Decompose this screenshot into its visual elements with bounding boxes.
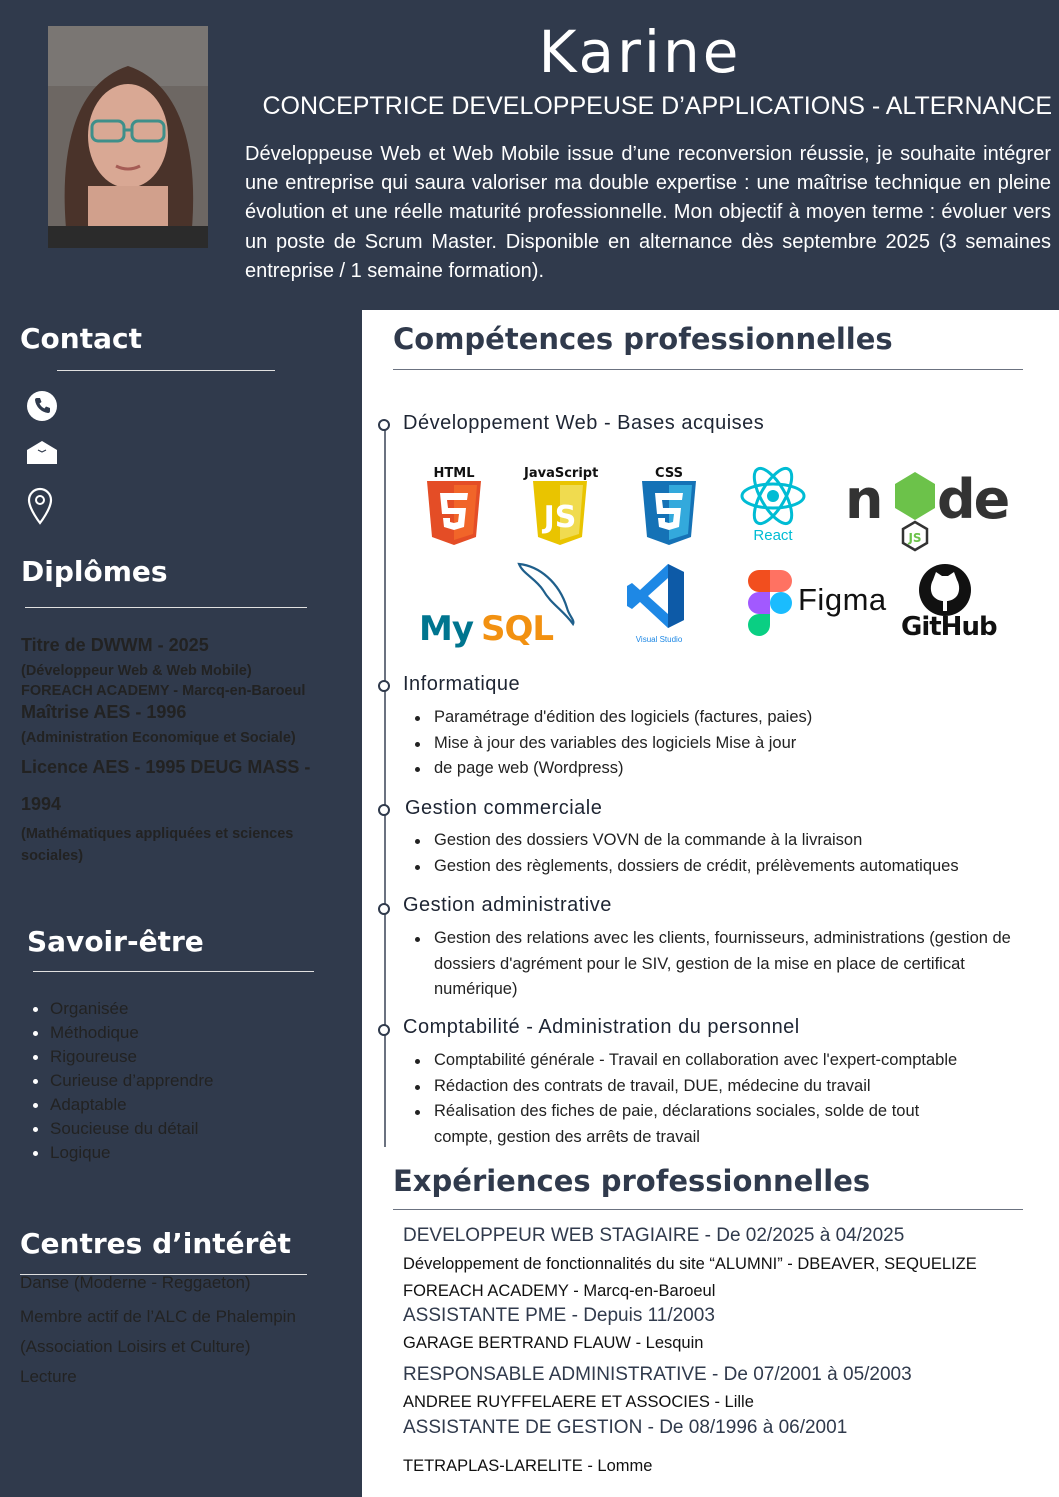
skills-heading: Compétences professionnelles bbox=[393, 322, 893, 356]
job-detail: Développement de fonctionnalités du site “ALUMNI” - DBEAVER, SEQUELIZE bbox=[403, 1255, 977, 1273]
job-city: Marcq-en-Baroeul bbox=[583, 1282, 716, 1300]
job-period: De 07/2001 à 05/2003 bbox=[723, 1364, 912, 1385]
list-item: Gestion des dossiers VOVN de la commande à la livraison bbox=[412, 828, 1032, 854]
interest-item: (Association Loisirs et Culture) bbox=[20, 1337, 251, 1356]
timeline-dot bbox=[378, 419, 390, 431]
skill-commercial-title: Gestion commerciale bbox=[405, 797, 603, 819]
job-period: Depuis 11/2003 bbox=[583, 1305, 715, 1326]
timeline-dot bbox=[378, 680, 390, 692]
list-item: Paramétrage d'édition des logiciels (factures, paies) bbox=[412, 705, 1032, 731]
job-role: DEVELOPPEUR WEB STAGIAIRE bbox=[403, 1225, 700, 1246]
candidate-name: Karine bbox=[538, 18, 742, 86]
list-item: Adaptable bbox=[30, 1093, 214, 1117]
job-city: Lomme bbox=[597, 1457, 653, 1475]
interest-item: Danse (Moderne - Reggaeton) bbox=[20, 1273, 251, 1292]
timeline-dot bbox=[378, 804, 390, 816]
react-logo bbox=[738, 466, 808, 544]
job-city: Lille bbox=[724, 1393, 754, 1411]
job-role: ASSISTANTE DE GESTION bbox=[403, 1417, 643, 1438]
mysql-logo bbox=[419, 560, 579, 649]
skills-timeline bbox=[384, 425, 386, 1147]
list-item: Mise à jour des variables des logiciels Mise à jour bbox=[412, 731, 1032, 757]
svg-text:JS: JS bbox=[908, 531, 922, 545]
html5-logo bbox=[425, 466, 483, 550]
job-company: GARAGE BERTRAND FLAUW bbox=[403, 1334, 631, 1352]
phone-icon bbox=[26, 390, 58, 427]
diplomas-heading: Diplômes bbox=[21, 555, 168, 588]
profile-photo bbox=[48, 26, 208, 248]
skill-admin-list bbox=[412, 926, 1022, 1003]
job-role-4: ASSISTANTE DE GESTION - De 08/1996 à 06/2001 bbox=[403, 1417, 848, 1438]
diploma-dwwm-detail: (Développeur Web & Web Mobile) bbox=[21, 663, 252, 679]
list-item: Méthodique bbox=[30, 1021, 214, 1045]
job-company-3: ANDREE RUYFFELAERE ET ASSOCIES - Lille bbox=[403, 1393, 754, 1411]
diploma-dwwm-school: FOREACH ACADEMY - Marcq-en-Baroeul bbox=[21, 683, 306, 699]
diploma-mass-detail: (Mathématiques appliquées et sciences sociales) bbox=[21, 826, 294, 864]
svg-text:n: n bbox=[845, 468, 882, 531]
css3-logo bbox=[640, 466, 698, 550]
job-company-2: GARAGE BERTRAND FLAUW - Lesquin bbox=[403, 1334, 704, 1352]
interest-item: Lecture bbox=[20, 1367, 77, 1386]
list-item: Organisée bbox=[30, 997, 214, 1021]
job-role-2: ASSISTANTE PME - Depuis 11/2003 bbox=[403, 1305, 715, 1326]
contact-heading: Contact bbox=[20, 322, 142, 355]
diploma-aes-licence: Licence AES - 1995 DEUG MASS - bbox=[21, 757, 311, 777]
job-company: FOREACH ACADEMY bbox=[403, 1282, 569, 1300]
timeline-dot bbox=[378, 1024, 390, 1036]
diploma-deug-year: 1994 bbox=[21, 794, 62, 814]
profile-summary: Développeuse Web et Web Mobile issue d’une reconversion réussie, je souhaite intégrer une entreprise qui saura valoriser ma double expertise : une maîtrise technique en pleine évolution et une réelle maturité professionnelle. Mon objectif à moyen terme : évoluer vers un poste de Scrum Master. Disponible en alternance dès septembre 2025 (3 semaines entreprise / 1 semaine formation). bbox=[245, 143, 1051, 282]
job-role: RESPONSABLE ADMINISTRATIVE bbox=[403, 1364, 707, 1385]
job-title: CONCEPTRICE DEVELOPPEUSE D’APPLICATIONS - ALTERNANCE bbox=[262, 92, 1052, 120]
skill-accounting-title: Comptabilité - Administration du personnel bbox=[403, 1016, 800, 1038]
job-company: ANDREE RUYFFELAERE ET ASSOCIES bbox=[403, 1393, 710, 1411]
skill-commercial-list bbox=[412, 828, 1032, 879]
job-company-1: FOREACH ACADEMY - Marcq-en-Baroeul bbox=[403, 1282, 716, 1300]
list-item: Réalisation des fiches de paie, déclarations sociales, solde de tout compte, gestion des arrêts de travail bbox=[412, 1099, 982, 1150]
skill-web-title: Développement Web - Bases acquises bbox=[403, 412, 765, 434]
figma-logo bbox=[748, 570, 792, 641]
soft-skills-divider bbox=[33, 971, 314, 972]
css-logo-label: CSS bbox=[655, 466, 683, 481]
svg-text:de: de bbox=[937, 468, 1009, 531]
skill-admin-title: Gestion administrative bbox=[403, 894, 612, 916]
figma-logo-label: Figma bbox=[798, 582, 887, 617]
header-banner bbox=[0, 0, 1059, 310]
diplomas-divider bbox=[25, 607, 307, 608]
soft-skills-heading: Savoir-être bbox=[27, 925, 204, 958]
visual-studio-logo-label: Visual Studio bbox=[635, 635, 683, 644]
list-item: Rigoureuse bbox=[30, 1045, 214, 1069]
skill-it-list bbox=[412, 705, 1032, 782]
svg-text:JS: JS bbox=[543, 500, 577, 535]
nodejs-logo bbox=[845, 466, 1009, 555]
skill-it-title: Informatique bbox=[403, 673, 521, 695]
javascript-logo-label: JavaScript bbox=[524, 466, 599, 481]
contact-divider bbox=[57, 370, 275, 371]
soft-skills-list bbox=[30, 997, 214, 1165]
job-period: De 08/1996 à 06/2001 bbox=[659, 1417, 848, 1438]
job-company-4: TETRAPLAS-LARELITE - Lomme bbox=[403, 1457, 653, 1475]
interests-heading: Centres d’intérêt bbox=[20, 1227, 291, 1260]
list-item: Rédaction des contrats de travail, DUE, médecine du travail bbox=[412, 1074, 1032, 1100]
job-role: ASSISTANTE PME bbox=[403, 1305, 567, 1326]
email-icon bbox=[26, 440, 58, 471]
diploma-dwwm: Titre de DWWM - 2025 bbox=[21, 635, 209, 655]
html-logo-label: HTML bbox=[433, 466, 475, 481]
list-item: Curieuse d’apprendre bbox=[30, 1069, 214, 1093]
react-logo-label: React bbox=[753, 527, 793, 544]
interest-item: Membre actif de l’ALC de Phalempin bbox=[20, 1307, 296, 1326]
job-period: De 02/2025 à 04/2025 bbox=[716, 1225, 905, 1246]
job-role-3: RESPONSABLE ADMINISTRATIVE - De 07/2001 à 05/2003 bbox=[403, 1364, 912, 1385]
svg-text:SQL: SQL bbox=[481, 609, 554, 649]
svg-text:My: My bbox=[419, 609, 473, 649]
github-logo-label: GitHub bbox=[901, 612, 997, 642]
list-item: Gestion des règlements, dossiers de crédit, prélèvements automatiques bbox=[412, 854, 1032, 880]
list-item: Logique bbox=[30, 1141, 214, 1165]
skills-divider bbox=[393, 369, 1023, 370]
node-logo-art bbox=[845, 466, 1009, 550]
job-company: TETRAPLAS-LARELITE bbox=[403, 1457, 583, 1475]
skill-accounting-list bbox=[412, 1048, 1032, 1150]
list-item: Soucieuse du détail bbox=[30, 1117, 214, 1141]
list-item: Gestion des relations avec les clients, fournisseurs, administrations (gestion de dossiers d'agrément pour le SIV, gestion de la mise en place de certificat numérique) bbox=[412, 926, 1022, 1003]
diploma-aes-master-detail: (Administration Economique et Sociale) bbox=[21, 730, 296, 746]
visual-studio-logo bbox=[624, 562, 694, 644]
diploma-aes-master: Maîtrise AES - 1996 bbox=[21, 702, 187, 722]
timeline-dot bbox=[378, 903, 390, 915]
experience-heading: Expériences professionnelles bbox=[393, 1164, 871, 1198]
experience-divider bbox=[393, 1209, 1023, 1210]
javascript-logo bbox=[524, 466, 599, 550]
list-item: de page web (Wordpress) bbox=[412, 756, 1032, 782]
list-item: Comptabilité générale - Travail en collaboration avec l'expert-comptable bbox=[412, 1048, 1032, 1074]
job-role-1: DEVELOPPEUR WEB STAGIAIRE - De 02/2025 à 04/2025 bbox=[403, 1225, 905, 1246]
location-icon bbox=[26, 487, 54, 530]
job-city: Lesquin bbox=[645, 1334, 704, 1352]
